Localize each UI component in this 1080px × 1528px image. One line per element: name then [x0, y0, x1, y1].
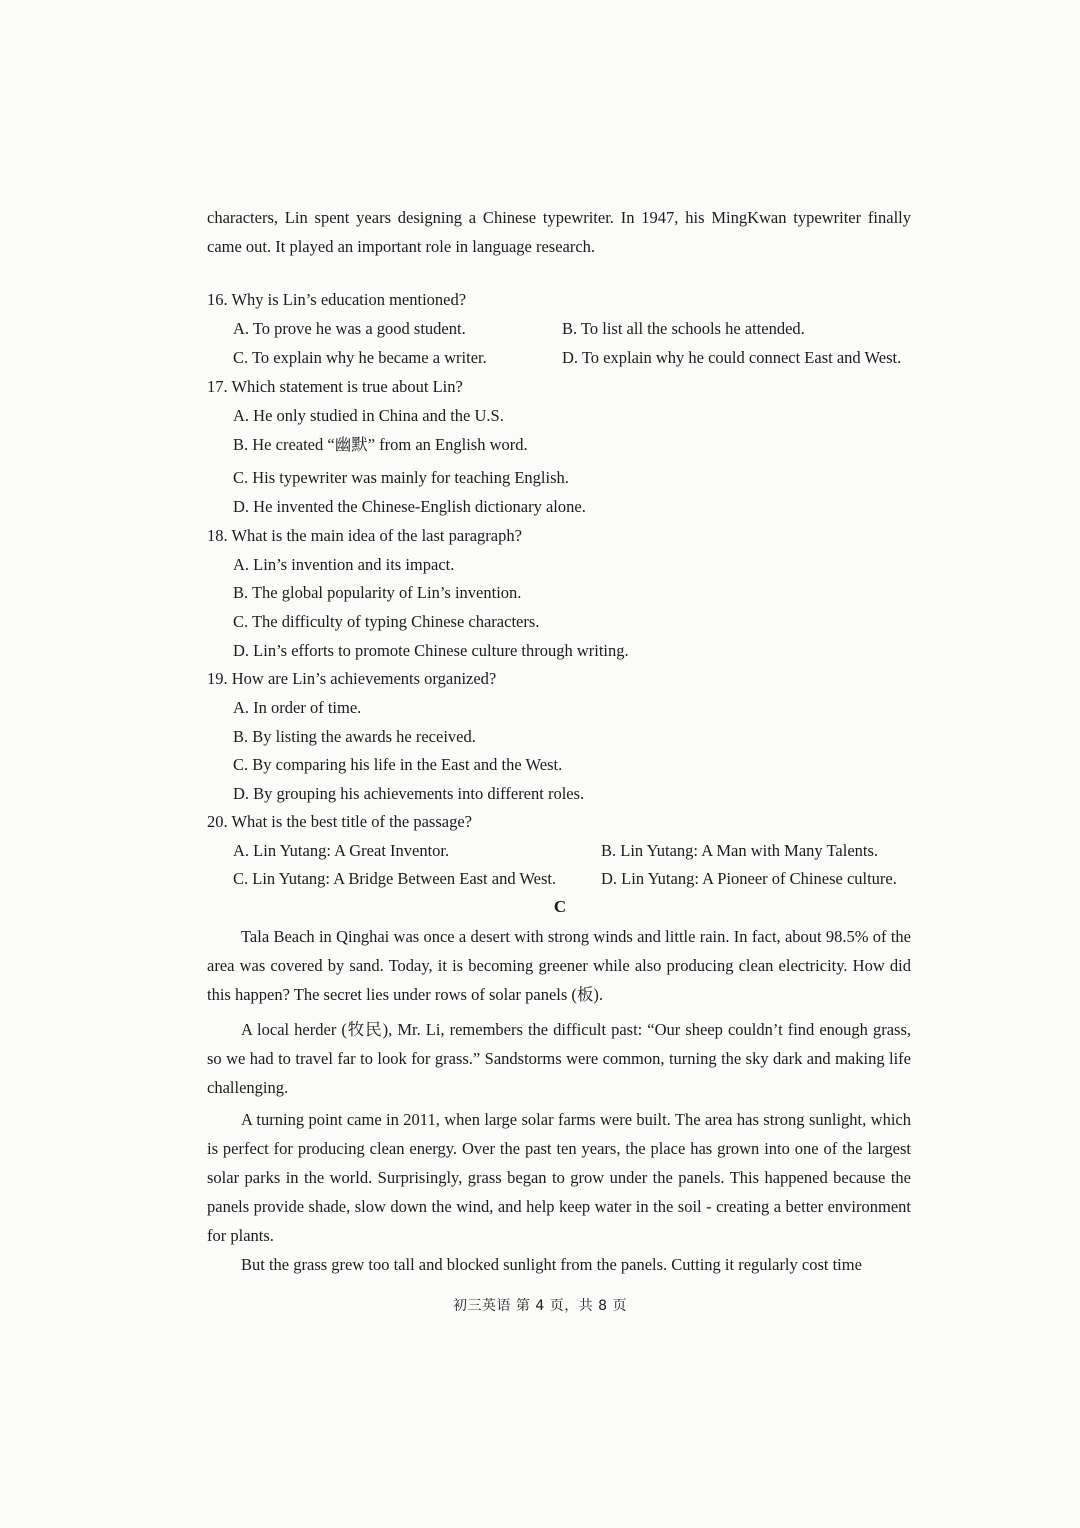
- question-18-option-b: B. The global popularity of Lin’s invention.: [233, 583, 522, 602]
- question-16-option-d: D. To explain why he could connect East and West.: [562, 348, 902, 367]
- question-17-stem: 17. Which statement is true about Lin?: [207, 377, 463, 396]
- question-16-option-a: A. To prove he was a good student.: [233, 319, 466, 338]
- page-footer: 初三英语 第 4 页，共 8 页: [452, 1298, 628, 1314]
- section-c-paragraph-1: Tala Beach in Qinghai was once a desert with strong winds and little rain. In fact, about 98.5% of the area was covered by sand. Today, it is becoming greener while also producing clean electricity. How did this happen? The secret lies under rows of solar panels (板).: [207, 927, 911, 1004]
- question-20-option-c: C. Lin Yutang: A Bridge Between East and West.: [233, 869, 557, 888]
- question-20-option-d: D. Lin Yutang: A Pioneer of Chinese culture.: [601, 869, 897, 888]
- question-18-stem: 18. What is the main idea of the last paragraph?: [207, 526, 522, 545]
- passage-b-ending: characters, Lin spent years designing a Chinese typewriter. In 1947, his MingKwan typewriter finally came out. It played an important role in language research.: [207, 208, 911, 256]
- question-20-stem: 20. What is the best title of the passage?: [207, 812, 472, 831]
- question-18-option-c: C. The difficulty of typing Chinese characters.: [233, 612, 540, 631]
- question-19-option-b: B. By listing the awards he received.: [233, 727, 476, 746]
- question-16-option-c: C. To explain why he became a writer.: [233, 348, 487, 367]
- section-c-heading: C: [553, 897, 567, 916]
- question-20-option-a: A. Lin Yutang: A Great Inventor.: [233, 841, 450, 860]
- question-19-stem: 19. How are Lin’s achievements organized?: [207, 669, 497, 688]
- question-20-option-b: B. Lin Yutang: A Man with Many Talents.: [601, 841, 879, 860]
- question-17-option-d: D. He invented the Chinese-English dictionary alone.: [233, 497, 586, 516]
- section-c-paragraph-3: A turning point came in 2011, when large solar farms were built. The area has strong sunlight, which is perfect for producing clean energy. Over the past ten years, the place has grown into one of the largest solar parks in the world. Surprisingly, grass began to grow under the panels. This happened because the panels provide shade, slow down the wind, and help keep water in the soil - creating a better environment for plants.: [207, 1110, 911, 1245]
- question-19-option-c: C. By comparing his life in the East and the West.: [233, 755, 563, 774]
- question-17-option-a: A. He only studied in China and the U.S.: [233, 406, 504, 425]
- section-c-paragraph-2: A local herder (牧民), Mr. Li, remembers the difficult past: “Our sheep couldn’t find enough grass, so we had to travel far to look for grass.” Sandstorms were common, turning the sky dark and making life challenging.: [207, 1020, 911, 1097]
- question-18-option-d: D. Lin’s efforts to promote Chinese culture through writing.: [233, 641, 629, 660]
- question-19-option-d: D. By grouping his achievements into different roles.: [233, 784, 585, 803]
- question-16-option-b: B. To list all the schools he attended.: [562, 319, 805, 338]
- question-18-option-a: A. Lin’s invention and its impact.: [233, 555, 455, 574]
- question-17-option-c: C. His typewriter was mainly for teaching English.: [233, 468, 569, 487]
- question-16-stem: 16. Why is Lin’s education mentioned?: [207, 290, 467, 309]
- question-17-option-b: B. He created “幽默” from an English word.: [233, 435, 528, 454]
- section-c-paragraph-4: But the grass grew too tall and blocked sunlight from the panels. Cutting it regularly cost time: [241, 1255, 862, 1274]
- question-19-option-a: A. In order of time.: [233, 698, 362, 717]
